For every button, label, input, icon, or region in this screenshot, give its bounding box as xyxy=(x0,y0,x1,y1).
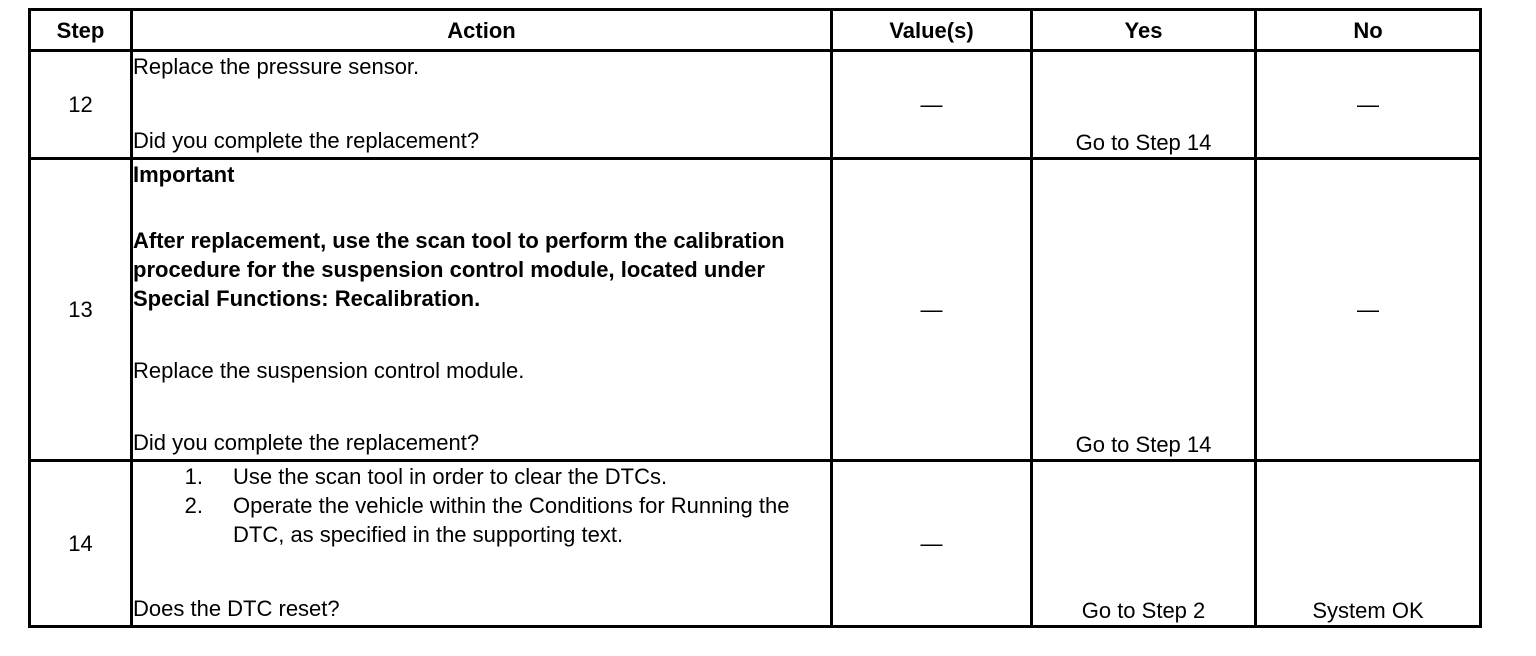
action-cell xyxy=(132,51,832,159)
value-cell: — xyxy=(832,51,1032,159)
action-text: Replace the pressure sensor. xyxy=(133,54,420,79)
list-item xyxy=(133,462,830,491)
procedure-list xyxy=(133,462,830,549)
diagnostic-table xyxy=(28,8,1482,628)
step-number: 14 xyxy=(30,461,132,627)
header-row xyxy=(30,10,1481,51)
no-cell: System OK xyxy=(1256,461,1481,627)
table-row xyxy=(30,159,1481,461)
header-values: Value(s) xyxy=(832,10,1032,51)
action-question: Did you complete the replacement? xyxy=(133,430,480,455)
action-question: Does the DTC reset? xyxy=(133,596,340,621)
step-number: 13 xyxy=(30,159,132,461)
yes-cell: Go to Step 14 xyxy=(1032,51,1256,159)
yes-cell: Go to Step 2 xyxy=(1032,461,1256,627)
header-yes: Yes xyxy=(1032,10,1256,51)
header-action: Action xyxy=(132,10,832,51)
yes-cell: Go to Step 14 xyxy=(1032,159,1256,461)
important-title: Important xyxy=(133,162,235,187)
list-item-text: Use the scan tool in order to clear the DTCs. xyxy=(233,464,668,489)
list-item-number: 1. xyxy=(184,464,203,489)
step-number: 12 xyxy=(30,51,132,159)
list-item xyxy=(133,491,830,549)
action-text: Replace the suspension control module. xyxy=(133,358,525,383)
action-cell xyxy=(132,159,832,461)
no-cell: — xyxy=(1256,159,1481,461)
value-cell: — xyxy=(832,461,1032,627)
list-item-number: 2. xyxy=(184,493,203,518)
table-row xyxy=(30,51,1481,159)
important-note xyxy=(133,160,830,313)
header-no: No xyxy=(1256,10,1481,51)
list-item-text: Operate the vehicle within the Conditions for Running the DTC, as specified in the supporting text. xyxy=(233,493,790,547)
action-question: Did you complete the replacement? xyxy=(133,128,480,153)
value-cell: — xyxy=(832,159,1032,461)
header-step: Step xyxy=(30,10,132,51)
action-cell xyxy=(132,461,832,627)
important-text: After replacement, use the scan tool to perform the calibration procedure for the suspension control module, located under Special Functions: Recalibration. xyxy=(133,228,785,311)
table-row xyxy=(30,461,1481,627)
no-cell: — xyxy=(1256,51,1481,159)
